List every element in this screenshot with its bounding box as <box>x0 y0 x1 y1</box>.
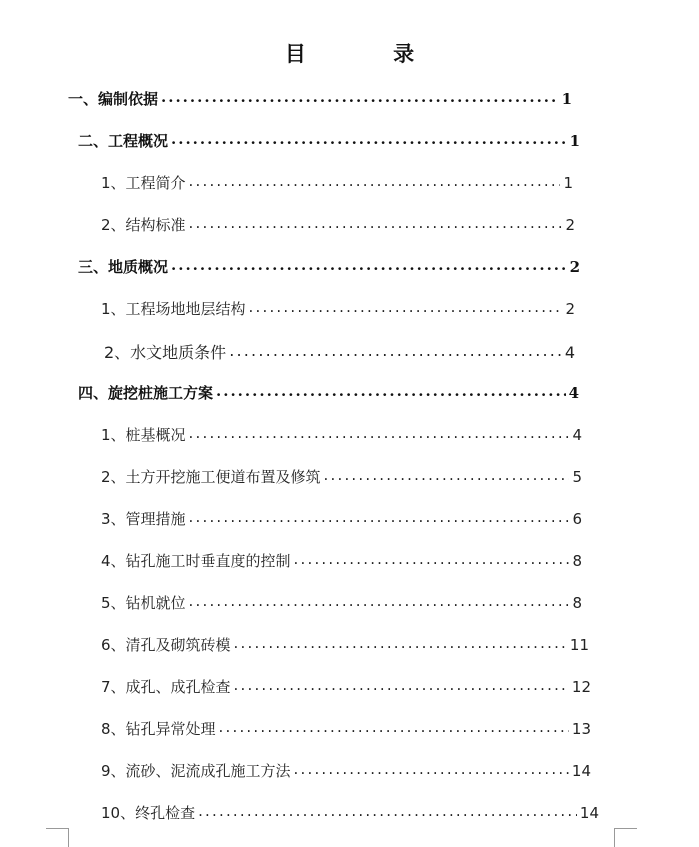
page-corner-mark-right <box>614 828 637 847</box>
toc-entry-label: 四、旋挖桩施工方案 <box>78 384 214 402</box>
toc-entry-label: 三、地质概况 <box>78 258 169 276</box>
toc-dot-leader <box>234 634 567 652</box>
page-title: 目 录 <box>284 41 455 66</box>
toc-entry-subsection[interactable] <box>101 466 582 488</box>
toc-entry-label: 2、土方开挖施工便道布置及修筑 <box>101 468 321 486</box>
toc-dot-leader <box>189 592 570 610</box>
toc-page-number: 2 <box>569 258 580 276</box>
toc-dot-leader <box>229 341 562 360</box>
toc-entry-subsection[interactable] <box>101 298 575 320</box>
toc-page-number: 1 <box>569 132 580 150</box>
toc-dot-leader <box>171 256 567 274</box>
toc-entry-label: 2、水文地质条件 <box>104 343 227 362</box>
toc-dot-leader <box>324 466 570 484</box>
toc-entry-subsection[interactable] <box>101 214 575 236</box>
toc-entry-label: 1、桩基概况 <box>101 426 186 444</box>
toc-dot-leader <box>294 550 570 568</box>
toc-page-number: 4 <box>568 384 579 402</box>
toc-entry-section-4[interactable] <box>78 382 579 404</box>
toc-page-number: 8 <box>572 594 582 612</box>
toc-entry-subsection[interactable] <box>101 424 582 446</box>
toc-entry-subsection[interactable] <box>101 718 591 740</box>
toc-entry-subsection[interactable] <box>101 172 573 194</box>
toc-dot-leader <box>189 508 570 526</box>
toc-dot-leader <box>294 760 569 778</box>
toc-page-number: 6 <box>572 510 582 528</box>
toc-entry-label: 7、成孔、成孔检查 <box>101 678 231 696</box>
toc-dot-leader <box>198 802 577 820</box>
toc-page-number: 13 <box>571 720 591 738</box>
toc-dot-leader <box>189 172 561 190</box>
toc-page-number: 14 <box>579 804 599 822</box>
toc-dot-leader <box>161 88 559 106</box>
toc-entry-label: 2、结构标准 <box>101 216 186 234</box>
toc-entry-subsection[interactable] <box>101 634 589 656</box>
toc-dot-leader <box>249 298 563 316</box>
toc-entry-subsection[interactable] <box>101 592 582 614</box>
toc-entry-label: 6、清孔及砌筑砖模 <box>101 636 231 654</box>
toc-entry-label: 9、流砂、泥流成孔施工方法 <box>101 762 291 780</box>
toc-entry-subsection[interactable] <box>101 676 591 698</box>
toc-dot-leader <box>234 676 569 694</box>
toc-entry-subsection[interactable] <box>101 550 582 572</box>
page-corner-mark-left <box>46 828 69 847</box>
toc-entry-label: 3、管理措施 <box>101 510 186 528</box>
toc-entry-section-1[interactable] <box>68 88 572 110</box>
toc-entry-subsection[interactable] <box>101 760 591 782</box>
toc-page-number: 4 <box>572 426 582 444</box>
toc-dot-leader <box>171 130 567 148</box>
toc-entry-label: 一、编制依据 <box>68 90 159 108</box>
toc-page-number: 2 <box>565 216 575 234</box>
toc-entry-section-2[interactable] <box>78 130 580 152</box>
toc-entry-label: 1、工程简介 <box>101 174 186 192</box>
toc-entry-label: 8、钻孔异常处理 <box>101 720 216 738</box>
toc-page-number: 12 <box>571 678 591 696</box>
toc-entry-subsection[interactable] <box>101 508 582 530</box>
toc-entry-section-3[interactable] <box>78 256 580 278</box>
toc-entry-label: 4、钻孔施工时垂直度的控制 <box>101 552 291 570</box>
toc-entry-label: 1、工程场地地层结构 <box>101 300 246 318</box>
toc-dot-leader <box>189 424 570 442</box>
toc-page-number: 11 <box>569 636 589 654</box>
toc-page-number: 1 <box>563 174 573 192</box>
toc-dot-leader <box>216 382 566 400</box>
toc-entry-subsection[interactable] <box>104 340 575 362</box>
toc-page-number: 8 <box>572 552 582 570</box>
toc-page-number: 5 <box>572 468 582 486</box>
toc-entry-subsection[interactable] <box>101 802 599 824</box>
toc-page-number: 2 <box>565 300 575 318</box>
toc-entry-label: 二、工程概况 <box>78 132 169 150</box>
toc-dot-leader <box>189 214 563 232</box>
toc-entry-label: 10、终孔检查 <box>101 804 196 822</box>
toc-dot-leader <box>219 718 569 736</box>
toc-page-number: 14 <box>571 762 591 780</box>
toc-entry-label: 5、钻机就位 <box>101 594 186 612</box>
toc-page-number: 1 <box>561 90 572 108</box>
toc-page-number: 4 <box>564 343 575 362</box>
